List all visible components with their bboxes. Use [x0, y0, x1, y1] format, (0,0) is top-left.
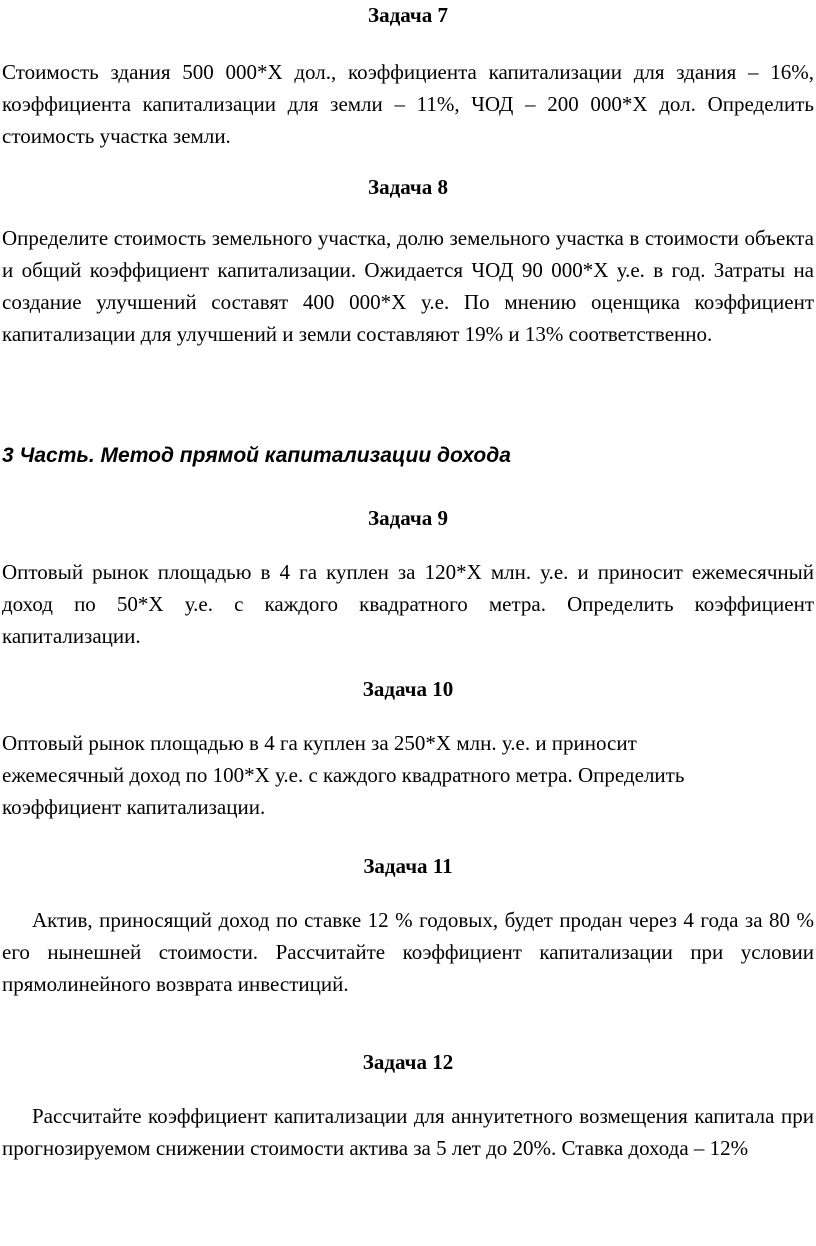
- task-10-line-2: ежемесячный доход по 100*Х у.е. с каждого квадратного метра. Определить: [2, 763, 685, 787]
- task-7-text: Стоимость здания 500 000*Х дол., коэффициента капитализации для здания – 16%, коэффициента капитализации для земли – 11%, ЧОД – 200 000*Х дол. Определить стоимость участка земли.: [2, 60, 814, 148]
- task-9-text: Оптовый рынок площадью в 4 га куплен за 120*Х млн. у.е. и приносит ежемесячный доход по 50*Х у.е. с каждого квадратного метра. Определить коэффициент капитализации.: [2, 560, 814, 648]
- task-10-line-3: коэффициент капитализации.: [2, 795, 266, 819]
- task-10-text: [2, 727, 814, 823]
- task-8-title: Задача 8: [368, 175, 448, 199]
- task-7-title: Задача 7: [368, 3, 448, 27]
- task-10-line-1: Оптовый рынок площадью в 4 га куплен за 250*Х млн. у.е. и приносит: [2, 731, 637, 755]
- section-heading: 3 Часть. Метод прямой капитализации дохода: [2, 444, 511, 467]
- task-12-text: Рассчитайте коэффициент капитализации для аннуитетного возмещения капитала при прогнозируемом снижении стоимости актива за 5 лет до 20%. Ставка дохода – 12%: [2, 1104, 814, 1160]
- task-11-title: Задача 11: [363, 854, 453, 878]
- task-12-title: Задача 12: [362, 1050, 454, 1074]
- task-10-title: Задача 10: [362, 677, 454, 701]
- task-9-title: Задача 9: [368, 506, 448, 530]
- task-11-text: Актив, приносящий доход по ставке 12 % годовых, будет продан через 4 года за 80 % его нынешней стоимости. Рассчитайте коэффициент капитализации при условии прямолинейного возврата инвестиций.: [2, 908, 814, 996]
- task-8-text: Определите стоимость земельного участка, долю земельного участка в стоимости объекта и общий коэффициент капитализации. Ожидается ЧОД 90 000*Х у.е. в год. Затраты на создание улучшений составят 400 000*Х у.е. По мнению оценщика коэффициент капитализации для улучшений и земли составляют 19% и 13% соответственно.: [2, 226, 814, 346]
